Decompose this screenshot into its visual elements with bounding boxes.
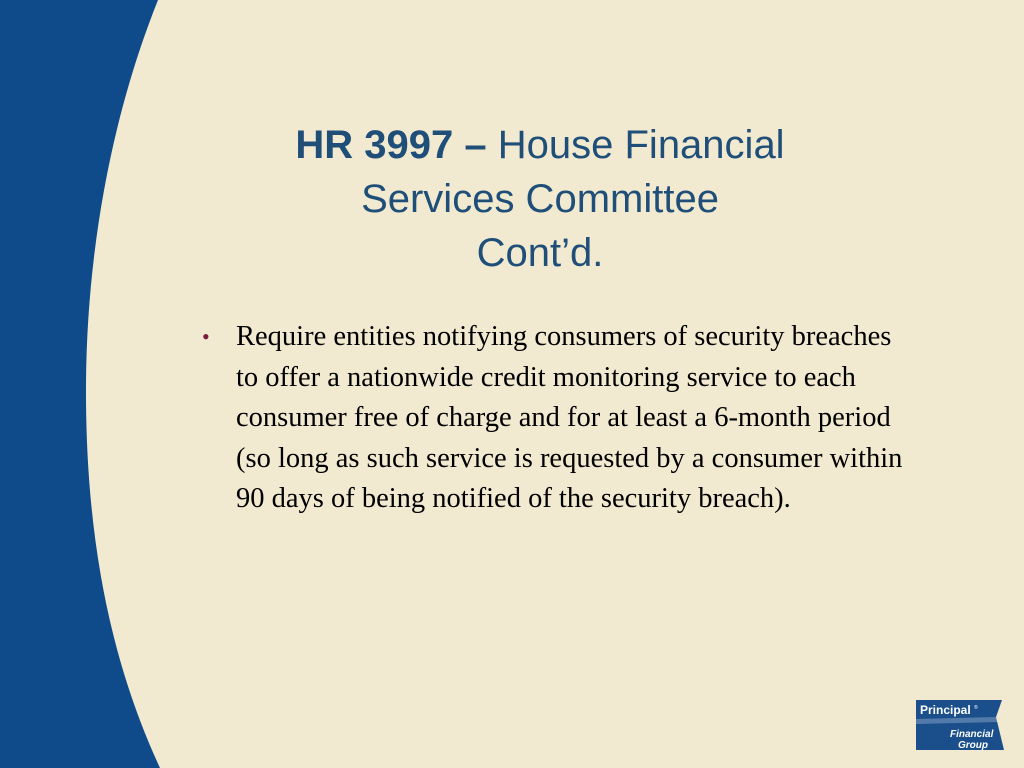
- bullet-item: [196, 317, 916, 520]
- bullet-list: [196, 317, 916, 520]
- logo-registered-mark: ®: [974, 705, 978, 711]
- band-shape: [0, 0, 160, 768]
- title-line-3: Cont’d.: [476, 231, 604, 275]
- principal-financial-group-logo: [914, 697, 1004, 753]
- logo-word-financial: Financial: [950, 729, 994, 740]
- title-bill-number: HR 3997 –: [295, 123, 487, 167]
- logo-word-group: Group: [958, 740, 988, 751]
- title-committee-start: House Financial: [486, 123, 785, 167]
- title-line-2: Services Committee: [361, 177, 719, 221]
- bullet-text: Require entities notifying consumers of security breaches to offer a nationwide credit monitoring service to each consumer free of charge and for at least a 6-month period (so long as such service is requested by a consumer within 90 days of being notified of the security breach).: [236, 321, 903, 514]
- title-line-1: [200, 118, 880, 172]
- logo-word-principal: Principal: [920, 703, 971, 717]
- slide-title: [200, 118, 880, 280]
- bullet-marker: •: [202, 324, 210, 349]
- logo-graphic: [914, 697, 1004, 753]
